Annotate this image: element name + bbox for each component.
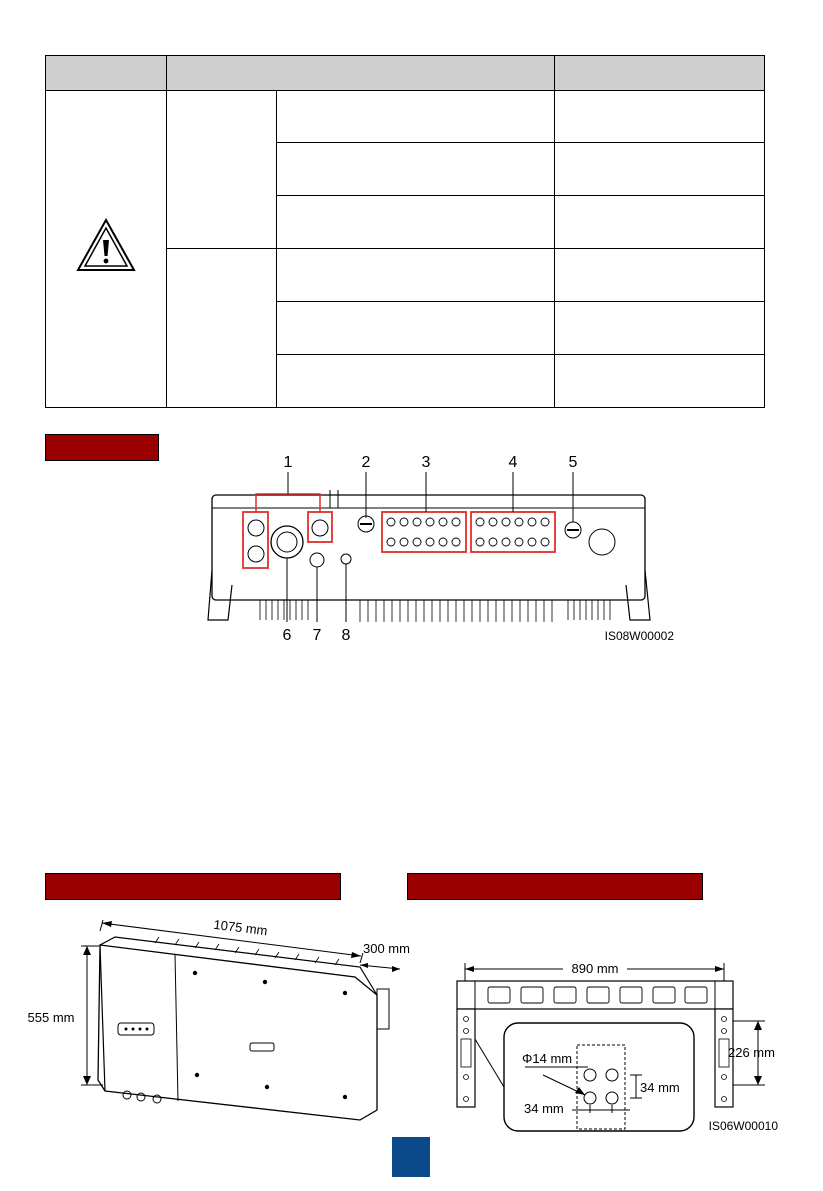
- table-header-row: [46, 56, 765, 91]
- table-row: [46, 90, 765, 143]
- depth-dimension: 300 mm: [363, 941, 410, 956]
- table-cell: [555, 143, 765, 196]
- mounting-bracket-figure: [420, 935, 790, 1135]
- header-cell-description: [167, 56, 555, 91]
- width-dimension: 1075 mm: [212, 916, 269, 939]
- inverter-ports-figure: [190, 450, 680, 650]
- symbol-table: [45, 55, 765, 408]
- header-cell-symbol: [46, 56, 167, 91]
- bracket-height-dimension: 226 mm: [728, 1045, 775, 1060]
- bracket-span-dimension: 890 mm: [571, 961, 619, 976]
- callout-8: 8: [341, 627, 351, 644]
- header-cell-meaning: [555, 56, 765, 91]
- hole-pitch-vertical-label: 34 mm: [640, 1080, 680, 1095]
- callout-6: 6: [282, 627, 292, 644]
- symbol-cell: [46, 90, 167, 407]
- callout-3: 3: [421, 454, 431, 471]
- ports-section-banner: [45, 434, 159, 461]
- table-cell: [277, 143, 555, 196]
- table-cell: [277, 355, 555, 408]
- bracket-figure-id: IS06W00010: [708, 1119, 778, 1133]
- group-a-cell: [167, 90, 277, 249]
- callout-7: 7: [312, 627, 322, 644]
- table-cell: [277, 302, 555, 355]
- table-cell: [555, 302, 765, 355]
- dimensions-section-banner: [45, 873, 341, 900]
- callout-4: 4: [508, 454, 518, 471]
- hole-pitch-horizontal-label: 34 mm: [524, 1101, 564, 1116]
- warning-triangle-icon: [76, 218, 136, 274]
- table-cell: [555, 355, 765, 408]
- bracket-section-banner: [407, 873, 703, 900]
- table-cell: [277, 90, 555, 143]
- table-cell: [555, 90, 765, 143]
- callout-2: 2: [361, 454, 371, 471]
- callout-5: 5: [568, 454, 578, 471]
- table-cell: [555, 249, 765, 302]
- hole-diameter-label: Φ14 mm: [522, 1051, 573, 1066]
- height-dimension: 555 mm: [27, 1010, 75, 1025]
- table-cell: [555, 196, 765, 249]
- table-cell: [277, 249, 555, 302]
- callout-1: 1: [283, 454, 293, 471]
- page-number-box: [392, 1137, 430, 1177]
- table-cell: [277, 196, 555, 249]
- ports-figure-id: IS08W00002: [604, 629, 674, 643]
- inverter-dimensions-figure: [15, 915, 415, 1125]
- group-b-cell: [167, 249, 277, 408]
